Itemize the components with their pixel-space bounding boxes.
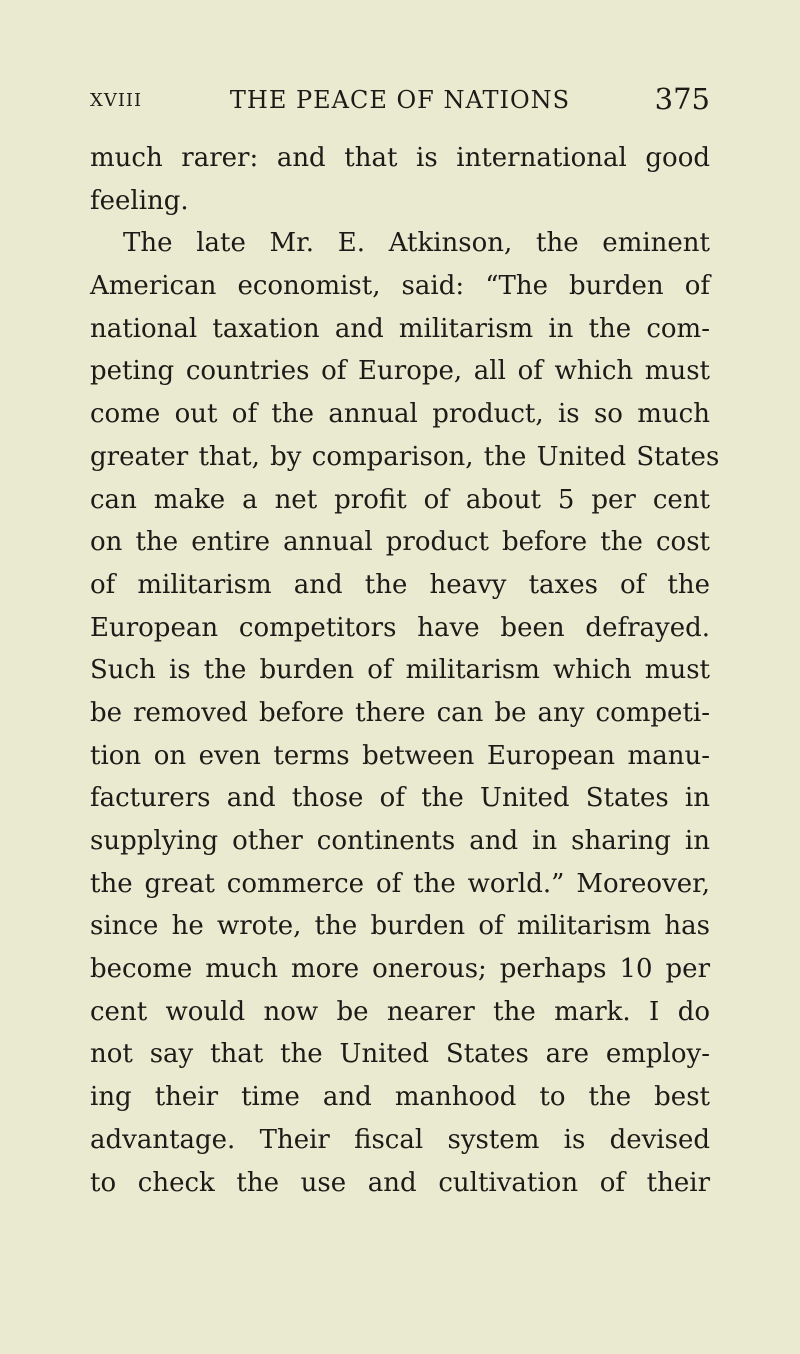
text-line: tion on even terms between European manu- xyxy=(90,740,710,771)
text-line: much rarer: and that is international good xyxy=(90,143,710,173)
text-line: Such is the burden of militarism which must xyxy=(90,655,710,686)
text-line: European competitors have been defrayed. xyxy=(90,612,710,643)
text-line: peting countries of Europe, all of which must xyxy=(90,356,710,387)
text-line: the great commerce of the world.” Moreover, xyxy=(90,868,710,899)
text-line: can make a net profit of about 5 per cent xyxy=(90,484,710,515)
running-title: THE PEACE OF NATIONS xyxy=(229,86,571,114)
text-line: advantage. Their fiscal system is devised xyxy=(90,1124,710,1155)
text-line: of militarism and the heavy taxes of the xyxy=(90,569,710,600)
text-line: cent would now be nearer the mark. I do xyxy=(90,996,710,1027)
text-line: greater that, by comparison, the United States xyxy=(90,441,720,472)
text-line: to check the use and cultivation of their xyxy=(90,1167,710,1198)
text-line: The late Mr. E. Atkinson, the eminent xyxy=(123,228,710,259)
text-line: American economist, said: “The burden of xyxy=(90,271,710,302)
chapter-number: XVIII xyxy=(90,90,143,111)
running-head xyxy=(90,82,710,116)
text-line: supplying other continents and in sharing in xyxy=(90,826,710,856)
text-line: come out of the annual product, is so much xyxy=(90,399,710,430)
text-line: not say that the United States are employ- xyxy=(90,1039,710,1070)
body-text xyxy=(90,137,720,1204)
text-line: on the entire annual product before the cost xyxy=(90,527,710,558)
text-line: facturers and those of the United States in xyxy=(90,783,710,814)
text-line: since he wrote, the burden of militarism has xyxy=(90,911,710,942)
page-number: 375 xyxy=(654,82,710,116)
text-line: feeling. xyxy=(90,185,189,216)
text-line: be removed before there can be any competi- xyxy=(90,697,710,728)
text-line: national taxation and militarism in the com- xyxy=(90,313,710,344)
text-line: ing their time and manhood to the best xyxy=(90,1082,710,1113)
text-line: become much more onerous; perhaps 10 per xyxy=(90,954,710,985)
